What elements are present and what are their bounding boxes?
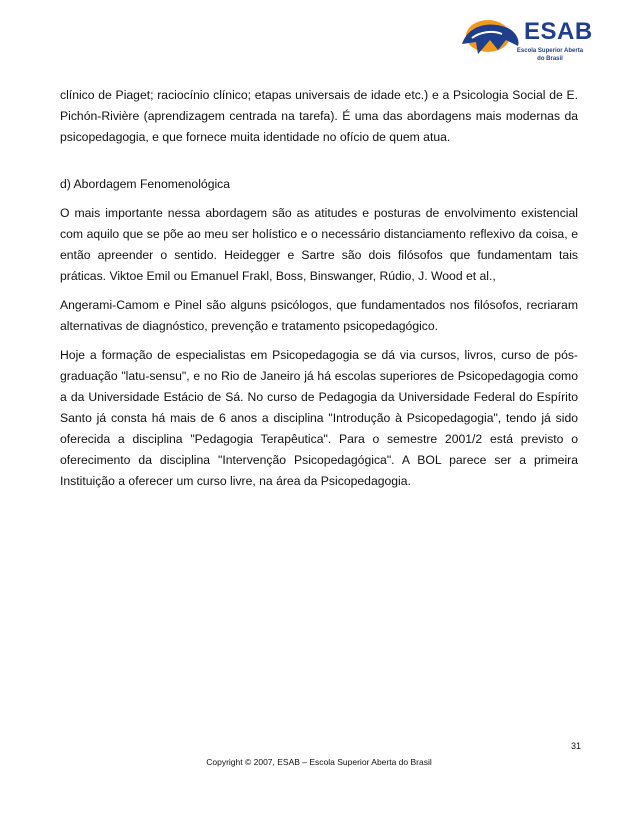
logo-wordmark: ESAB bbox=[524, 18, 593, 45]
page-number: 31 bbox=[570, 741, 581, 751]
copyright-footer: Copyright © 2007, ESAB – Escola Superior Aberta do Brasil bbox=[206, 757, 432, 767]
paragraph-2: O mais importante nessa abordagem são as atitudes e posturas de envolvimento existencial com aquilo que se põe ao meu ser holístico e o necessário distanciamento reflexivo da coisa, e então apreender o sentido. Heidegger e Sartre são dois filósofos que fundamentam tais práticas. Viktoe Emil ou Emanuel Frakl, Boss, Binswanger, Rúdio, J. Wood et al., bbox=[60, 206, 578, 283]
paragraph-1: clínico de Piaget; raciocínio clínico; etapas universais de idade etc.) e a Psicologia Social de E. Pichón-Rivière (aprendizagem centrada na tarefa). É uma das abordagens mais modernas da psicopedagogia, e que fornece muita identidade no ofício de quem atua. bbox=[60, 88, 578, 144]
paragraph-3: Angerami-Camom e Pinel são alguns psicólogos, que fundamentados nos filósofos, recriaram alternativas de diagnóstico, prevenção e tratamento psicopedagógico. bbox=[60, 298, 578, 333]
logo-subtitle: Escola Superior Aberta do Brasil bbox=[516, 48, 584, 62]
document-body bbox=[60, 85, 578, 500]
esab-logo bbox=[458, 14, 593, 70]
paragraph-4: Hoje a formação de especialistas em Psicopedagogia se dá via cursos, livros, curso de pós-graduação "latu-sensu", e no Rio de Janeiro já há escolas superiores de Psicopedagogia como a da Universidade Estácio de Sá. No curso de Pedagogia da Universidade Federal do Espírito Santo já consta há mais de 6 anos a disciplina "Introdução à Psicopedagogia", tendo já sido oferecida a disciplina "Pedagogia Terapêutica". Para o semestre 2001/2 está previsto o oferecimento da disciplina "Intervenção Psicopedagógica". A BOL parece ser a primeira Instituição a oferecer um curso livre, na área da Psicopedagogia. bbox=[60, 348, 578, 488]
section-heading: d) Abordagem Fenomenológica bbox=[60, 177, 231, 191]
